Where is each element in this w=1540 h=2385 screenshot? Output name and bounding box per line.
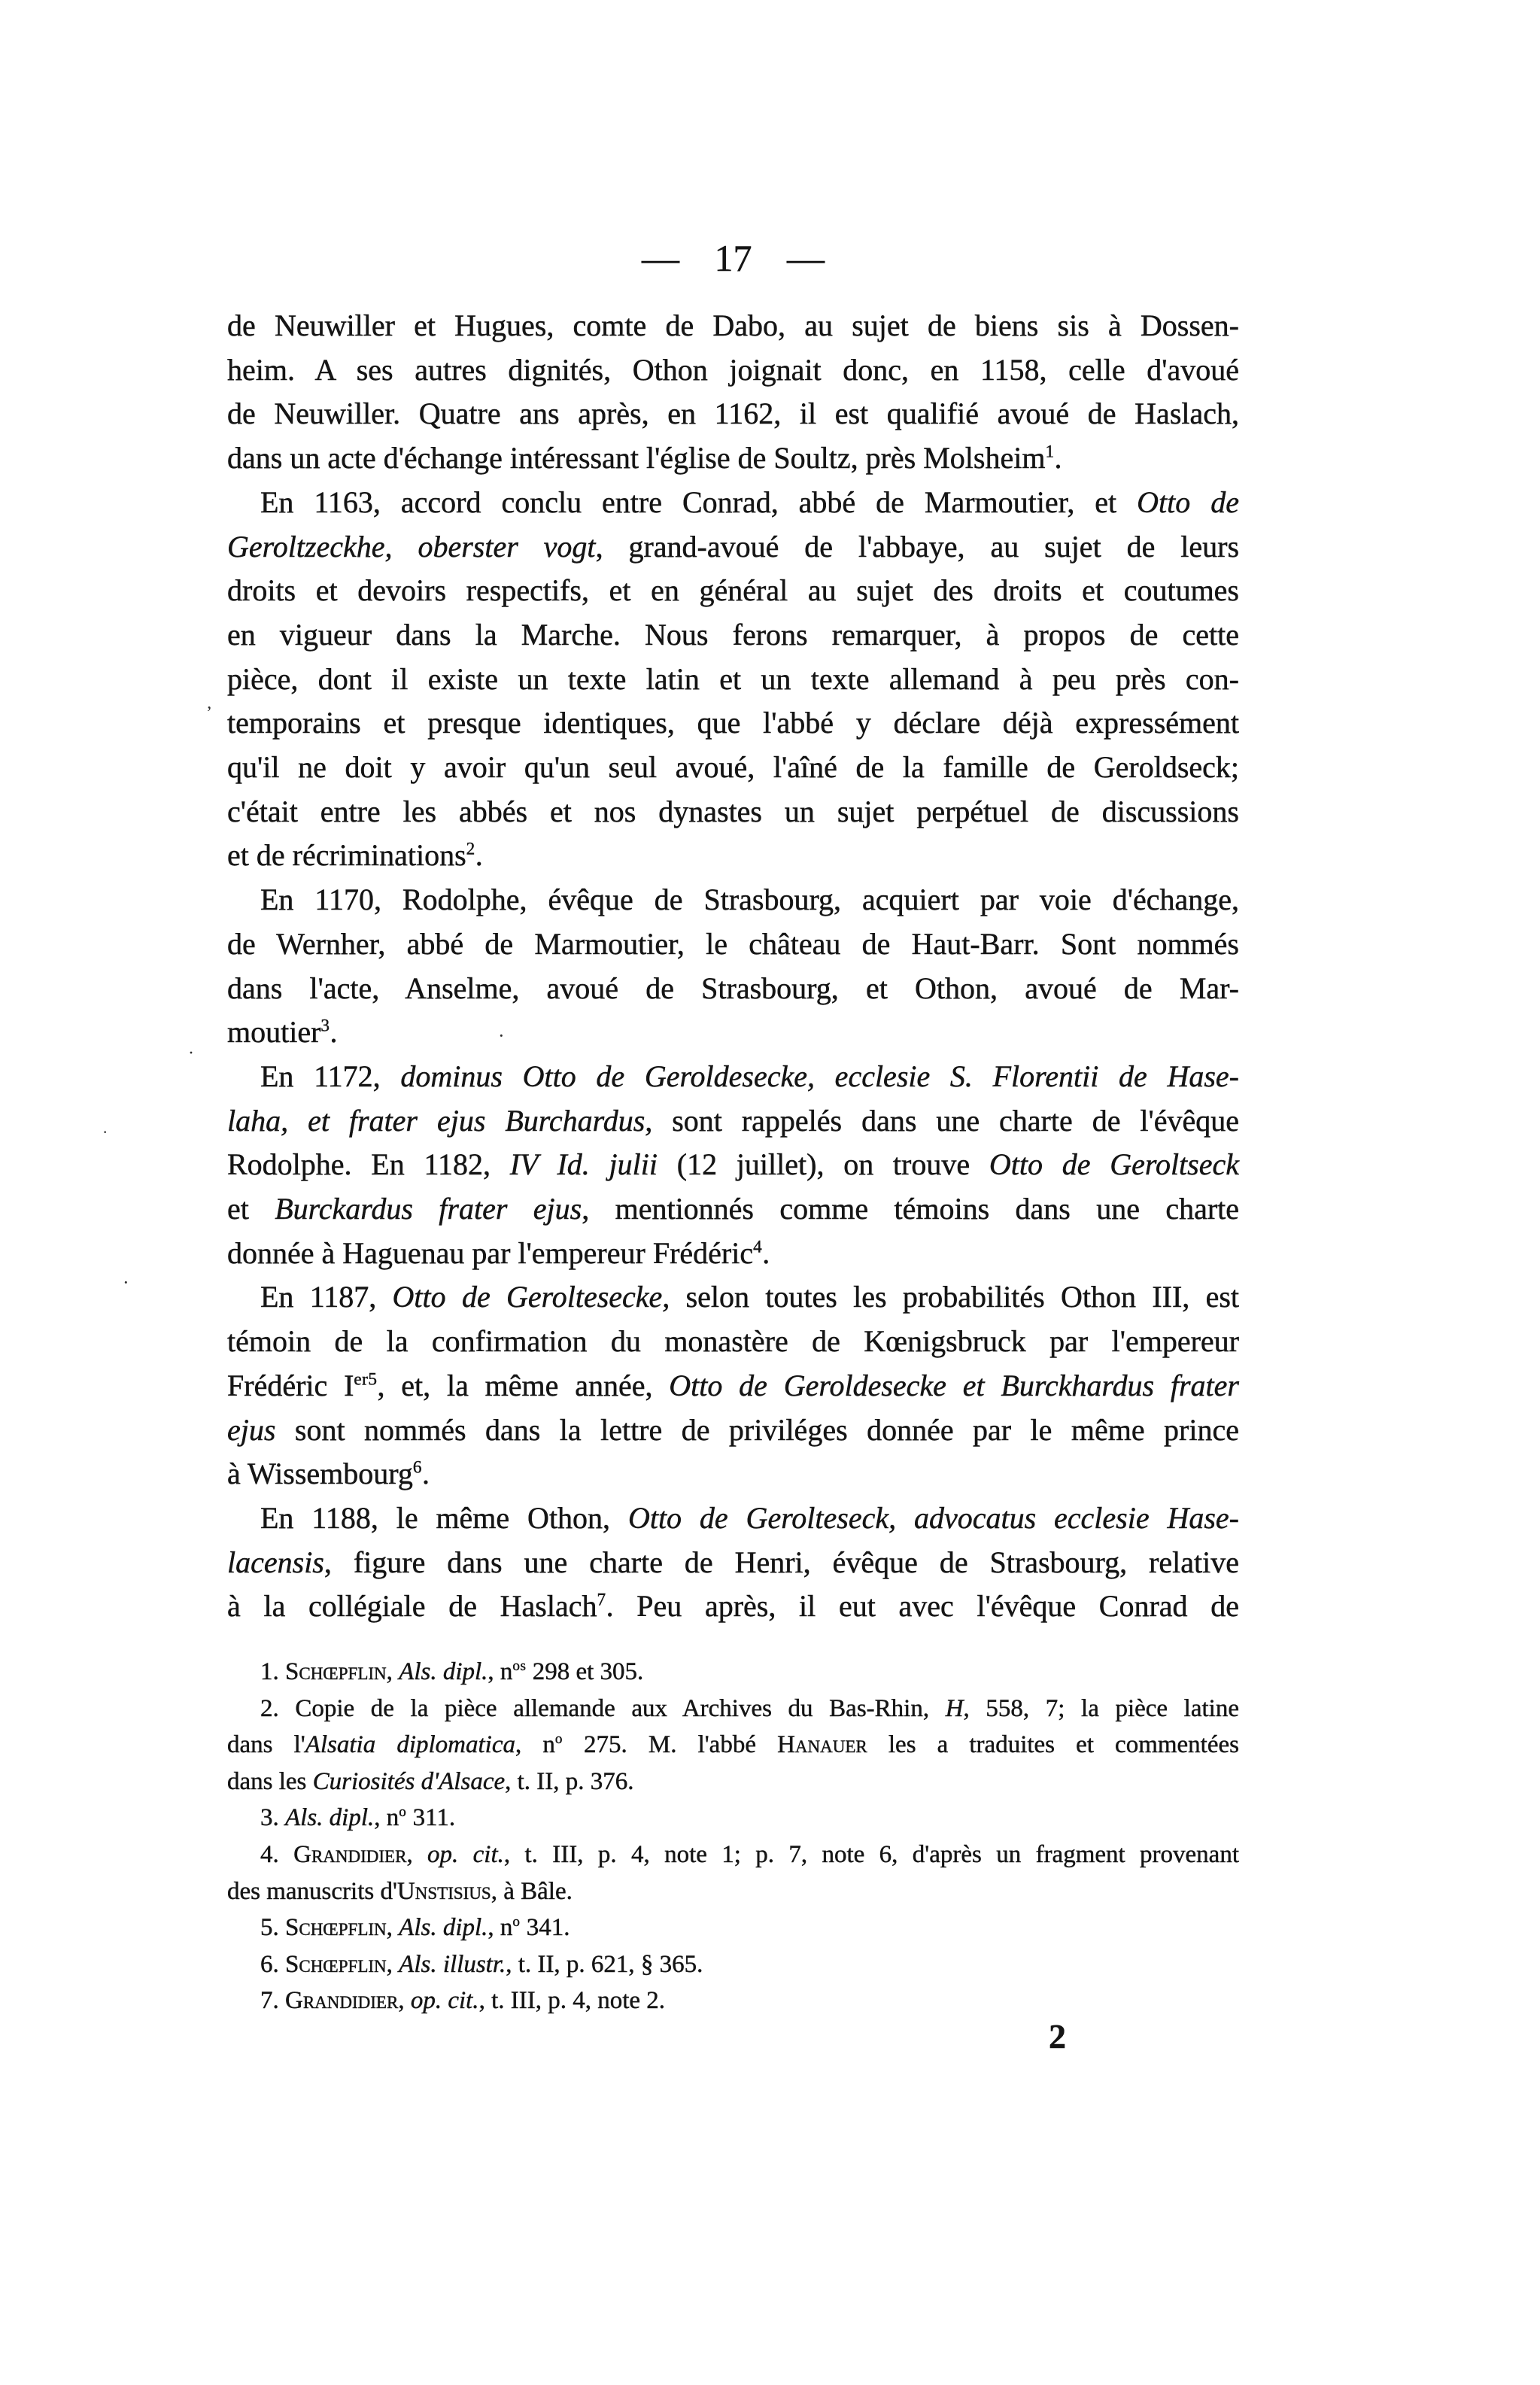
footnote-reference: 3 bbox=[320, 1016, 330, 1036]
body-text-line: à la collégiale de Haslach$^7$. Peu après, il eut avec l'évêque Conrad de bbox=[227, 1589, 1239, 1624]
body-text-line: dans l'acte, Anselme, avoué de Strasbourg, et Othon, avoué de Mar- bbox=[227, 971, 1239, 1005]
italic-text: Curiosités d'Alsace bbox=[312, 1767, 506, 1795]
scan-speck: · bbox=[123, 1271, 129, 1293]
italic-text: Otto de Geroltseck bbox=[989, 1147, 1239, 1182]
footnote-reference: 4 bbox=[753, 1237, 763, 1257]
footnote-line: 5. Schœpflin, Als. dipl., $n^o$ 341. bbox=[260, 1914, 570, 1942]
scan-speck: · bbox=[498, 1025, 505, 1047]
footnote-line: dans les Curiosités d'Alsace, t. II, p. 376. bbox=[227, 1767, 634, 1795]
italic-text: op. cit. bbox=[427, 1840, 504, 1868]
body-text-line: et de récriminations$^2$. bbox=[227, 838, 483, 873]
body-text-line: qu'il ne doit y avoir qu'un seul avoué, l'aîné de la famille de Geroldseck; bbox=[227, 750, 1239, 785]
body-text-line: ejus sont nommés dans la lettre de priviléges donnée par le même prince bbox=[227, 1412, 1239, 1447]
body-text-line: lacensis, figure dans une charte de Henri, évêque de Strasbourg, relative bbox=[227, 1545, 1239, 1579]
body-text bbox=[227, 304, 1239, 1629]
italic-text: Geroltzeckhe, oberster vogt bbox=[227, 529, 596, 564]
body-text-line: à Wissembourg$^6$. bbox=[227, 1457, 430, 1491]
italic-text: Als. illustr. bbox=[399, 1950, 506, 1978]
footnote-line: 2. Copie de la pièce allemande aux Archives du Bas-Rhin, H, 558, 7; la pièce latine bbox=[260, 1694, 1239, 1722]
scan-speck: · bbox=[188, 1044, 194, 1063]
small-caps-name: Schœpflin bbox=[285, 1658, 387, 1685]
small-caps-name: Grandidier bbox=[285, 1987, 399, 2015]
body-text-line: Geroltzeckhe, oberster vogt, grand-avoué de l'abbaye, au sujet de leurs bbox=[227, 529, 1240, 564]
scan-speck: · bbox=[102, 1123, 108, 1141]
footnote-line: 1. Schœpflin, Als. dipl., $n^{os}$ 298 et 305. bbox=[260, 1658, 644, 1685]
italic-text: Als. dipl. bbox=[399, 1914, 488, 1942]
body-text-line: et Burckardus frater ejus, mentionnés comme témoins dans une charte bbox=[227, 1192, 1240, 1226]
footnote-reference: 1 bbox=[1045, 442, 1055, 462]
italic-text: lacensis bbox=[227, 1545, 324, 1579]
body-text-line: de Wernher, abbé de Marmoutier, le château de Haut-Barr. Sont nommés bbox=[227, 926, 1239, 961]
italic-text: IV Id. julii bbox=[509, 1147, 658, 1182]
footnote-line: 7. Grandidier, op. cit., t. III, p. 4, note 2. bbox=[260, 1987, 666, 2015]
body-text-line: donnée à Haguenau par l'empereur Frédéric$^4$. bbox=[227, 1235, 770, 1270]
body-text-line: de Neuwiller et Hugues, comte de Dabo, au sujet de biens sis à Dossen- bbox=[227, 308, 1239, 342]
body-text-line: En 1163, accord conclu entre Conrad, abbé de Marmoutier, et Otto de bbox=[260, 485, 1239, 519]
italic-text: op. cit. bbox=[410, 1987, 479, 2015]
body-text-line: heim. A ses autres dignités, Othon joignait donc, en 1158, celle d'avoué bbox=[227, 352, 1239, 387]
body-text-line: droits et devoirs respectifs, et en général au sujet des droits et coutumes bbox=[227, 573, 1239, 608]
body-text-line: c'était entre les abbés et nos dynastes un sujet perpétuel de discussions bbox=[227, 794, 1239, 828]
footnote-line: 6. Schœpflin, Als. illustr., t. II, p. 621, § 365. bbox=[260, 1950, 703, 1978]
italic-text: ejus bbox=[227, 1412, 276, 1447]
italic-text: Otto de bbox=[1137, 485, 1239, 519]
footnote-reference: o bbox=[512, 1914, 521, 1931]
italic-text: Burckardus frater ejus bbox=[275, 1192, 582, 1226]
footnote-line: 4. Grandidier, op. cit., t. III, p. 4, note 1; p. 7, note 6, d'après un fragment provenant bbox=[260, 1840, 1239, 1868]
footnote-reference: 6 bbox=[412, 1457, 422, 1478]
body-text-line: en vigueur dans la Marche. Nous ferons remarquer, à propos de cette bbox=[227, 617, 1239, 652]
small-caps-name: Schœpflin bbox=[285, 1914, 387, 1942]
footnote-line: des manuscrits d'Unstisius, à Bâle. bbox=[227, 1877, 573, 1905]
footnote-line: dans l'Alsatia diplomatica, $n^o$ 275. M. l'abbé Hanauer les a traduites et commentées bbox=[227, 1731, 1239, 1759]
italic-text: H bbox=[945, 1694, 964, 1722]
body-text-line: temporains et presque identiques, que l'abbé y déclare déjà expressément bbox=[227, 706, 1239, 740]
page-header bbox=[227, 238, 1239, 278]
small-caps-name: Unstisius bbox=[396, 1877, 491, 1905]
footnote-reference: 7 bbox=[597, 1591, 606, 1611]
footnote-reference: 2 bbox=[466, 840, 475, 860]
italic-text: Alsatia diplomatica bbox=[305, 1731, 515, 1759]
page-number: — 17 — bbox=[642, 237, 825, 279]
footnote-reference: 5 bbox=[368, 1369, 378, 1390]
body-text-line: En 1172, dominus Otto de Geroldesecke, ecclesie S. Florentii de Hase- bbox=[260, 1059, 1239, 1093]
italic-text: Als. dipl. bbox=[399, 1658, 488, 1685]
body-text-line: laha, et frater ejus Burchardus, sont rappelés dans une charte de l'évêque bbox=[227, 1103, 1239, 1138]
italic-text: laha, et frater ejus Burchardus, bbox=[227, 1103, 653, 1138]
body-text-line: En 1187, Otto de Geroltesecke, selon toutes les probabilités Othon III, est bbox=[260, 1280, 1240, 1314]
body-text-line: moutier$^3$. bbox=[227, 1015, 338, 1050]
body-text-line: dans un acte d'échange intéressant l'église de Soultz, près Molsheim$^1$. bbox=[227, 441, 1062, 475]
signature-mark: 2 bbox=[1049, 2017, 1066, 2055]
footnote-reference: o bbox=[399, 1804, 407, 1821]
italic-text: Otto de Geroldesecke et Burckhardus frater bbox=[669, 1368, 1239, 1402]
body-text-line: Frédéric $I^{er5}$, et, la même année, Otto de Geroldesecke et Burckhardus frater bbox=[227, 1368, 1239, 1402]
italic-text: dominus Otto de Geroldesecke, ecclesie S. Florentii de Hase- bbox=[400, 1059, 1239, 1093]
footnote-reference: o bbox=[554, 1731, 563, 1748]
body-text-line: de Neuwiller. Quatre ans après, en 1162, il est qualifié avoué de Haslach, bbox=[227, 396, 1239, 431]
footnote-reference: os bbox=[512, 1658, 527, 1674]
italic-text: Otto de Gerolteseck, advocatus ecclesie Hase- bbox=[627, 1500, 1239, 1535]
scan-speck: ’ bbox=[206, 703, 212, 723]
body-text-line: témoin de la confirmation du monastère de Kœnigsbruck par l'empereur bbox=[227, 1324, 1239, 1359]
italic-text: Als. dipl. bbox=[285, 1804, 375, 1832]
footnotes-section bbox=[227, 1654, 1239, 2019]
small-caps-name: Grandidier bbox=[293, 1840, 407, 1868]
italic-text: Otto de Geroltesecke, bbox=[392, 1280, 670, 1314]
footnote-reference: er bbox=[354, 1369, 369, 1390]
small-caps-name: Schœpflin bbox=[285, 1950, 387, 1978]
body-text-line: En 1188, le même Othon, Otto de Gerolteseck, advocatus ecclesie Hase- bbox=[260, 1500, 1239, 1535]
body-text-line: Rodolphe. En 1182, IV Id. julii (12 juillet), on trouve Otto de Geroltseck bbox=[227, 1147, 1239, 1182]
body-text-line: pièce, dont il existe un texte latin et un texte allemand à peu près con- bbox=[227, 661, 1239, 696]
body-text-line: En 1170, Rodolphe, évêque de Strasbourg, acquiert par voie d'échange, bbox=[260, 883, 1239, 917]
small-caps-name: Hanauer bbox=[777, 1731, 867, 1759]
footnote-line: 3. Als. dipl., $n^o$ 311. bbox=[260, 1804, 456, 1832]
